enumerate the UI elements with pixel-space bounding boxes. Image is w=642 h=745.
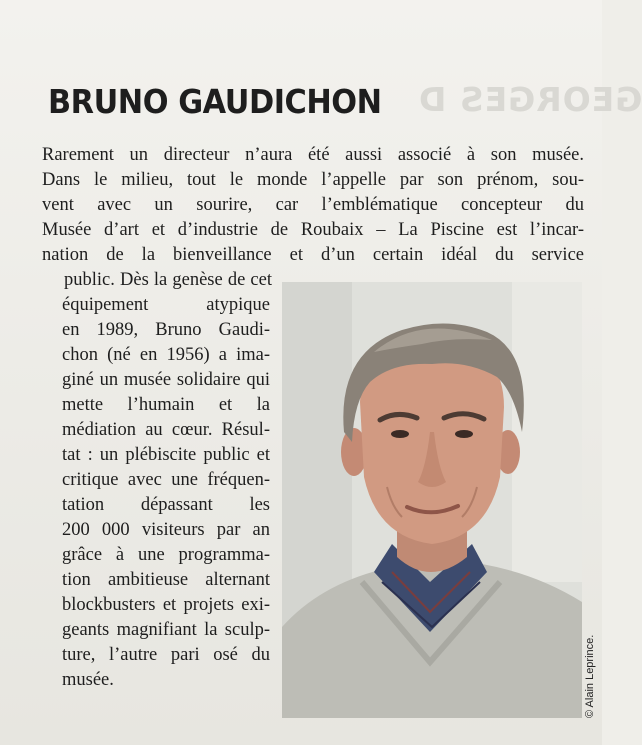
- body-line: grâce à une programma-: [62, 545, 270, 565]
- body-line: Musée d’art et d’industrie de Roubaix – La Piscine est l’incar-: [42, 220, 584, 240]
- article-title: BRUNO GAUDICHON: [48, 82, 382, 121]
- body-line: Rarement un directeur n’aura été aussi associé à son musée.: [42, 145, 584, 165]
- body-line: 200 000 visiteurs par an: [62, 520, 270, 540]
- body-line: tat : un plébiscite public et: [62, 445, 270, 465]
- body-line: chon (né en 1956) a ima-: [62, 345, 270, 365]
- body-line: Dans le milieu, tout le monde l’appelle par son prénom, sou-: [42, 170, 584, 190]
- body-line: blockbusters et projets exi-: [62, 595, 270, 615]
- portrait-illustration: [282, 282, 582, 718]
- body-line: giné un musée solidaire qui: [62, 370, 270, 390]
- body-line: ture, l’autre pari osé du: [62, 645, 270, 665]
- portrait-photo: [282, 282, 582, 718]
- body-line: musée.: [62, 670, 114, 690]
- body-line: mette l’humain et la: [62, 395, 270, 415]
- body-line: tion ambitieuse alternant: [62, 570, 270, 590]
- body-line: en 1989, Bruno Gaudi-: [62, 320, 270, 340]
- body-line: vent avec un sourire, car l’emblématique concepteur du: [42, 195, 584, 215]
- photo-credit: © Alain Leprince.: [584, 634, 596, 718]
- body-line: nation de la bienveillance et d’un certain idéal du service: [42, 245, 584, 265]
- body-line: tation dépassant les: [62, 495, 270, 515]
- show-through-heading: GEORGES D: [418, 80, 642, 119]
- body-line: critique avec une fréquen-: [62, 470, 270, 490]
- body-line: équipement atypique: [62, 295, 270, 315]
- body-line: public. Dès la genèse de cet: [64, 270, 272, 290]
- body-line: médiation au cœur. Résul-: [62, 420, 270, 440]
- body-line: geants magnifiant la sculp-: [62, 620, 270, 640]
